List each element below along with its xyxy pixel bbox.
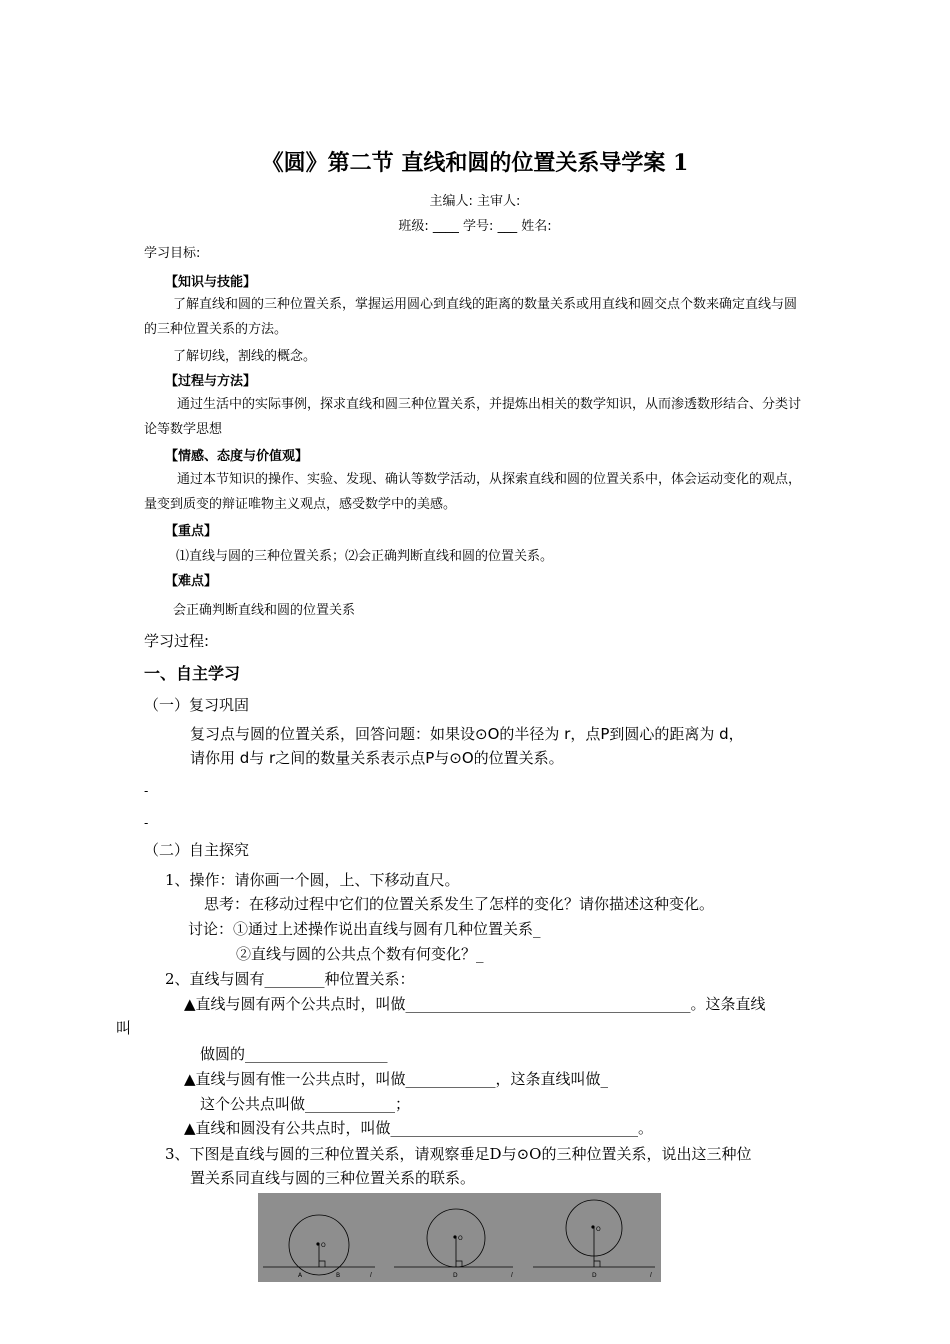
figure-svg (258, 1193, 661, 1282)
right-angle-2 (456, 1261, 462, 1267)
difficult-point-text: 会正确判断直线和圆的位置关系 (173, 603, 356, 618)
subsection-review: （一）复习巩固 (144, 696, 250, 714)
editors-line: 主编人: 主审人: (429, 194, 521, 209)
separate-diagram (533, 1200, 655, 1279)
process-method-paragraph: 通过生活中的实际事例，探求直线和圆三种位置关系，并提炼出相关的数学知识，从而渗透数形结合、分类讨论等数学思想 (144, 397, 802, 437)
objectives-heading: 学习目标: (144, 246, 201, 261)
emotion-heading: 【情感、态度与价值观】 (165, 449, 309, 464)
label-o-1: O (321, 1242, 326, 1249)
right-angle-1 (319, 1261, 325, 1267)
label-a: A (298, 1272, 303, 1279)
secant-line-item: ▲直线与圆有两个公共点时，叫做______________________________________。这条直线 (184, 995, 766, 1013)
label-b: B (336, 1272, 341, 1279)
item-3-line-1: 3、下图是直线与圆的三种位置关系，请观察垂足D与⊙O的三种位置关系，说出这三种位 (165, 1145, 752, 1163)
process-method-heading: 【过程与方法】 (165, 374, 257, 389)
knowledge-paragraph: 了解直线和圆的三种位置关系，掌握运用圆心到直线的距离的数量关系或用直线和圆交点个数来确定直线与圆的三种位置关系的方法。 (144, 297, 798, 337)
label-o-2: O (458, 1235, 463, 1242)
line-circle-figure (258, 1193, 661, 1282)
label-l-1: l (370, 1272, 372, 1279)
label-o-3: O (596, 1226, 601, 1233)
key-point-heading: 【重点】 (165, 524, 218, 539)
operation-item: 1、操作：请你画一个圆，上、下移动直尺。 (165, 871, 460, 889)
knowledge-heading: 【知识与技能】 (165, 275, 257, 290)
separate-line-item: ▲直线和圆没有公共点时，叫做_________________________________。 (184, 1119, 654, 1137)
label-l-3: l (650, 1272, 652, 1279)
item-2: 2、直线与圆有________种位置关系： (165, 970, 415, 988)
page-title: 《圆》第二节 直线和圆的位置关系导学案 1 (261, 150, 689, 176)
tangent-line-item: ▲直线与圆有惟一公共点时，叫做____________，这条直线叫做_ (184, 1070, 609, 1088)
blank-dash-2: - (144, 816, 149, 830)
subsection-explore: （二）自主探究 (144, 841, 250, 859)
review-line-2: 请你用 d与 r之间的数量关系表示点P与⊙O的位置关系。 (190, 749, 564, 767)
secant-diagram (263, 1215, 375, 1279)
center-dot-2 (453, 1235, 456, 1238)
right-angle-3 (594, 1261, 600, 1267)
tangent-diagram (394, 1209, 513, 1279)
process-heading: 学习过程: (144, 632, 210, 650)
label-l-2: l (511, 1272, 513, 1279)
secant-line-continuation: 做圆的___________________ (200, 1045, 388, 1063)
label-d-2: D (453, 1272, 458, 1279)
student-info-line: 班级: ____ 学号: ___ 姓名: (398, 219, 552, 234)
item-3-line-2: 置关系同直线与圆的三种位置关系的联系。 (190, 1169, 476, 1187)
blank-dash-1: - (144, 784, 149, 798)
think-item: 思考：在移动过程中它们的位置关系发生了怎样的变化？请你描述这种变化。 (204, 895, 715, 913)
center-dot-3 (591, 1225, 594, 1228)
key-point-text: ⑴直线与圆的三种位置关系；⑵会正确判断直线和圆的位置关系。 (176, 549, 554, 564)
center-dot-1 (316, 1242, 319, 1245)
secant-line-wrap: 叫 (116, 1019, 132, 1037)
section-self-study: 一、自主学习 (144, 664, 241, 683)
discuss-item-1: 讨论：①通过上述操作说出直线与圆有几种位置关系_ (188, 920, 541, 938)
emotion-paragraph: 通过本节知识的操作、实验、发现、确认等数学活动，从探索直线和圆的位置关系中，体会运动变化的观点，量变到质变的辩证唯物主义观点，感受数学中的美感。 (144, 472, 802, 512)
knowledge-paragraph-2: 了解切线，割线的概念。 (173, 349, 317, 364)
difficult-point-heading: 【难点】 (165, 574, 218, 589)
review-line-1: 复习点与圆的位置关系，回答问题：如果设⊙O的半径为 r，点P到圆心的距离为 d， (190, 725, 744, 743)
label-d-3: D (592, 1272, 597, 1279)
discuss-item-2: ②直线与圆的公共点个数有何变化？_ (236, 945, 484, 963)
tangent-point-item: 这个公共点叫做____________； (200, 1095, 411, 1113)
